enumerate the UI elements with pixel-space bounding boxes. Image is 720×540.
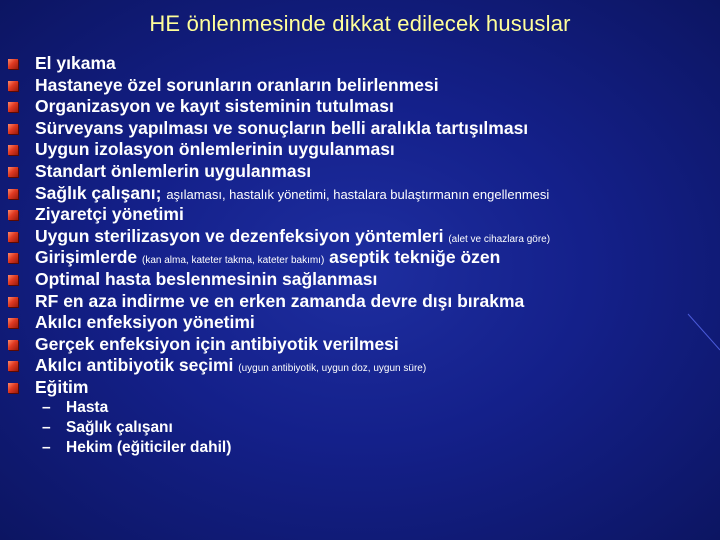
bullet-item <box>8 334 718 356</box>
bullet-item <box>8 355 718 377</box>
bullet-text: Girişimlerde <box>35 247 142 268</box>
bullet-item <box>8 118 718 140</box>
sub-bullet-text: Sağlık çalışanı <box>66 419 173 436</box>
bullet-list <box>8 53 718 399</box>
bullet-item <box>8 161 718 183</box>
bullet-item <box>8 291 718 313</box>
square-bullet-icon <box>8 297 18 307</box>
square-bullet-icon <box>8 340 18 350</box>
square-bullet-icon <box>8 102 18 112</box>
bullet-note: aşılaması, hastalık yönetimi, hastalara bulaştırmanın engellenmesi <box>166 186 550 202</box>
bullet-text: Hastaneye özel sorunların oranların belirlenmesi <box>35 74 439 95</box>
bullet-text: Akılcı enfeksiyon yönetimi <box>35 312 255 333</box>
bullet-text: Sürveyans yapılması ve sonuçların belli aralıkla tartışılması <box>35 117 529 138</box>
square-bullet-icon <box>8 253 18 263</box>
bullet-note: (kan alma, kateter takma, kateter bakımı) <box>142 255 325 267</box>
square-bullet-icon <box>8 59 18 69</box>
sub-bullet-text: Hasta <box>66 399 109 416</box>
square-bullet-icon <box>8 124 18 134</box>
bullet-item <box>8 247 718 269</box>
square-bullet-icon <box>8 81 18 91</box>
square-bullet-icon <box>8 189 18 199</box>
square-bullet-icon <box>8 167 18 177</box>
bullet-item <box>8 96 718 118</box>
bullet-text: El yıkama <box>35 53 116 73</box>
square-bullet-icon <box>8 232 18 242</box>
bullet-item <box>8 139 718 161</box>
sub-bullet-item <box>42 418 231 438</box>
bullet-text: Optimal hasta beslenmesinin sağlanması <box>35 268 378 289</box>
bullet-text: Akılcı antibiyotik seçimi <box>35 355 239 376</box>
bullet-note: (uygun antibiyotik, uygun doz, uygun süre) <box>238 363 427 375</box>
bullet-item <box>8 75 718 97</box>
bullet-text: RF en aza indirme ve en erken zamanda devre dışı bırakma <box>35 290 525 311</box>
square-bullet-icon <box>8 318 18 328</box>
bullet-item <box>8 269 718 291</box>
dash-bullet-icon: – <box>42 439 51 456</box>
square-bullet-icon <box>8 210 18 220</box>
bullet-text: Gerçek enfeksiyon için antibiyotik verilmesi <box>35 333 399 354</box>
sub-bullet-item <box>42 398 231 418</box>
bullet-text-continued: aseptik tekniğe özen <box>324 247 501 268</box>
bullet-note: (alet ve cihazlara göre) <box>448 233 551 245</box>
slide-title: HE önlenmesinde dikkat edilecek hususlar <box>149 11 571 36</box>
bullet-item <box>8 312 718 334</box>
bullet-text: Uygun izolasyon önlemlerinin uygulanması <box>35 139 395 160</box>
square-bullet-icon <box>8 383 18 393</box>
bullet-text: Standart önlemlerin uygulanması <box>35 160 312 181</box>
bullet-text: Organizasyon ve kayıt sisteminin tutulması <box>35 96 394 117</box>
bullet-item <box>8 226 718 248</box>
bullet-text: Sağlık çalışanı; <box>35 182 167 203</box>
dash-bullet-icon: – <box>42 419 51 436</box>
bullet-item <box>8 204 718 226</box>
square-bullet-icon <box>8 145 18 155</box>
sub-bullet-list <box>42 398 231 458</box>
bullet-text: Ziyaretçi yönetimi <box>35 204 184 225</box>
sub-bullet-item <box>42 438 231 458</box>
bullet-item <box>8 183 718 205</box>
decorative-line <box>680 300 720 360</box>
bullet-text: Eğitim <box>35 376 89 397</box>
bullet-text: Uygun sterilizasyon ve dezenfeksiyon yöntemleri <box>35 225 449 246</box>
sub-bullet-text: Hekim (eğiticiler dahil) <box>66 439 232 456</box>
square-bullet-icon <box>8 361 18 371</box>
square-bullet-icon <box>8 275 18 285</box>
dash-bullet-icon: – <box>42 399 51 416</box>
bullet-item <box>8 377 718 399</box>
bullet-item <box>8 53 718 75</box>
